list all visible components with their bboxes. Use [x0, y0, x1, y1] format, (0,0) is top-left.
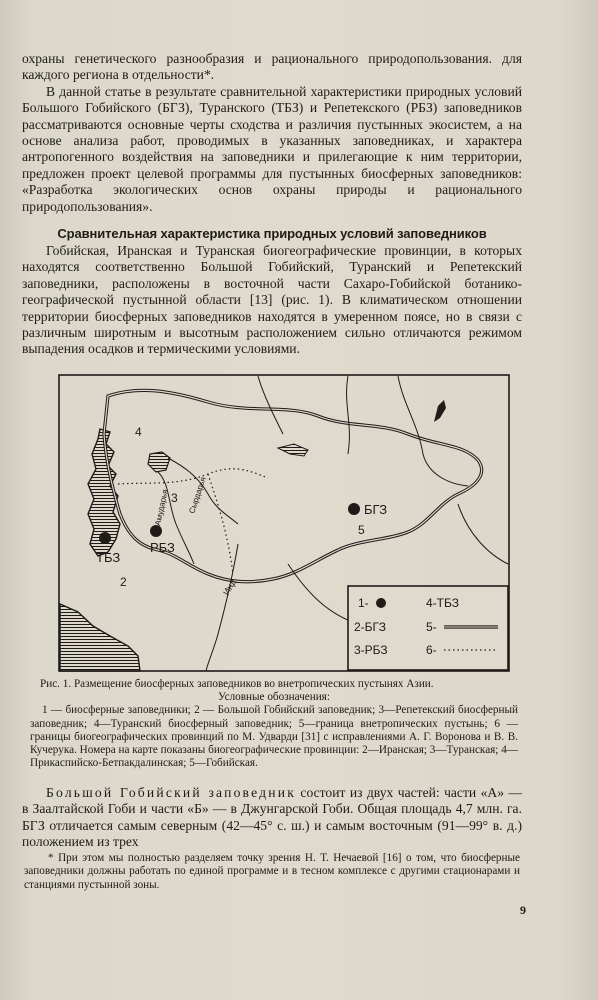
map-label-rbz: РБЗ	[150, 540, 175, 555]
baikal-lake	[434, 400, 446, 422]
paragraph: охраны генетического разнообразия и рационального природопользования. для каждого региона в отдельности*.	[22, 51, 522, 83]
reserve-marker-bgz	[348, 503, 360, 515]
map-legend	[348, 586, 508, 670]
reserve-marker-tbz	[99, 532, 111, 544]
map-label-syrdarya: Сырдарья	[187, 475, 208, 515]
map-label-province-5: 5	[358, 523, 365, 537]
map-label-tbz: ТБЗ	[96, 550, 121, 565]
section-heading: Сравнительная характеристика природных условий заповедников	[57, 226, 487, 241]
caption-subtitle: Условные обозначения:	[218, 691, 330, 704]
balkhash-lake	[278, 444, 308, 456]
aral-sea	[148, 452, 170, 472]
legend-item-2: 2-БГЗ	[354, 620, 387, 634]
paragraph: В данной статье в результате сравнительной характеристики природных условий Большого Гобийского (БГЗ), Туранского (ТБЗ) и Репетекского (РБЗ) заповедников рассматриваются основные черты сходства и различия пустынных экосистем, а на основе анализа работ, проводимых в указанных заповедниках, и характера антропогенного воздействия на заповедники и прилегающие к ним территории, предложен проект целевой программы для пустынных биосферных заповедников: «Разработка экологических основ охраны природы и рационального природопользования».	[22, 83, 522, 214]
legend-item-5: 5-	[426, 620, 437, 634]
map-label-bgz: БГЗ	[364, 502, 388, 517]
caption-body: 1 — биосферные заповедники; 2 — Большой Гобийский заповедник; 3—Репетекский биосферный заповедник; 4—Туранский биосферный заповедник; 5—граница внетропических пустынь; 6 — границы биогеографических провинций по М. Удварди [31] с исправлениями А. Г. Воронова и В. В. Кучерука. Номера на карте показаны биогеографические провинции: 2—Иранская; 3—Туранская; 4—Прикаспийско-Бетпакдалинская; 5—Гобийская.	[30, 704, 518, 770]
map-label-province-4: 4	[135, 425, 142, 439]
spaced-term: Большой Гобийский заповедник	[46, 785, 297, 800]
legend-item-3: 3-РБЗ	[354, 643, 388, 657]
footnote: * При этом мы полностью разделяем точку зрения Н. Т. Нечаевой [16] о том, что биосферные заповедники должны работать по единой программе и в тесном комплексе с другими стационарами и станциями пустынной зоны.	[24, 852, 520, 891]
paragraph: Гобийская, Иранская и Туранская биогеографические провинции, в которых находятся соответственно Большой Гобийский, Туранский и Репетекский заповедники, расположены в восточной части Сахаро-Гобийской ботанико-географической пустынной области [13] (рис. 1). В климатическом отношении территории биосферных заповедников находятся в умеренном поясе, но в связи с различным широтным и высотным расположением сильно отличаются режимом выпадения осадков и термическими условиями.	[22, 243, 522, 357]
river	[398, 376, 468, 486]
province-boundary	[118, 469, 268, 484]
river	[347, 376, 350, 454]
caption-title: Рис. 1. Размещение биосферных заповедников во внетропических пустынях Азии.	[40, 678, 434, 690]
legend-item-1: 1-	[358, 596, 369, 610]
river	[258, 376, 283, 434]
map-label-province-2: 2	[120, 575, 127, 589]
paragraph-rest: состоит из двух частей: части «А» — в Заалтайской Гоби и части «Б» — в Джунгарской Гоби. Общая площадь 4,7 млн. га. БГЗ отличается самым северным (42—45° с. ш.) и самым восточным (91—99° в. д.) положением из трех	[22, 785, 522, 850]
text-block-top	[22, 51, 522, 215]
map-label-amudarya: Амударья	[153, 488, 170, 527]
legend-item-6: 6-	[426, 643, 437, 657]
page-number: 9	[520, 903, 526, 917]
legend-item-4: 4-ТБЗ	[426, 596, 459, 610]
map-label-province-3: 3	[171, 491, 178, 505]
text-block-bottom	[22, 785, 522, 851]
text-block-mid	[22, 243, 522, 358]
figure-caption	[30, 678, 518, 770]
legend-marker	[376, 598, 386, 608]
river-ind	[206, 544, 238, 671]
map-label-ind: Инд	[221, 577, 239, 597]
persian-gulf	[60, 604, 140, 671]
figure-map	[58, 374, 510, 672]
paragraph	[22, 785, 522, 851]
province-boundary	[208, 474, 233, 574]
river	[458, 504, 508, 564]
